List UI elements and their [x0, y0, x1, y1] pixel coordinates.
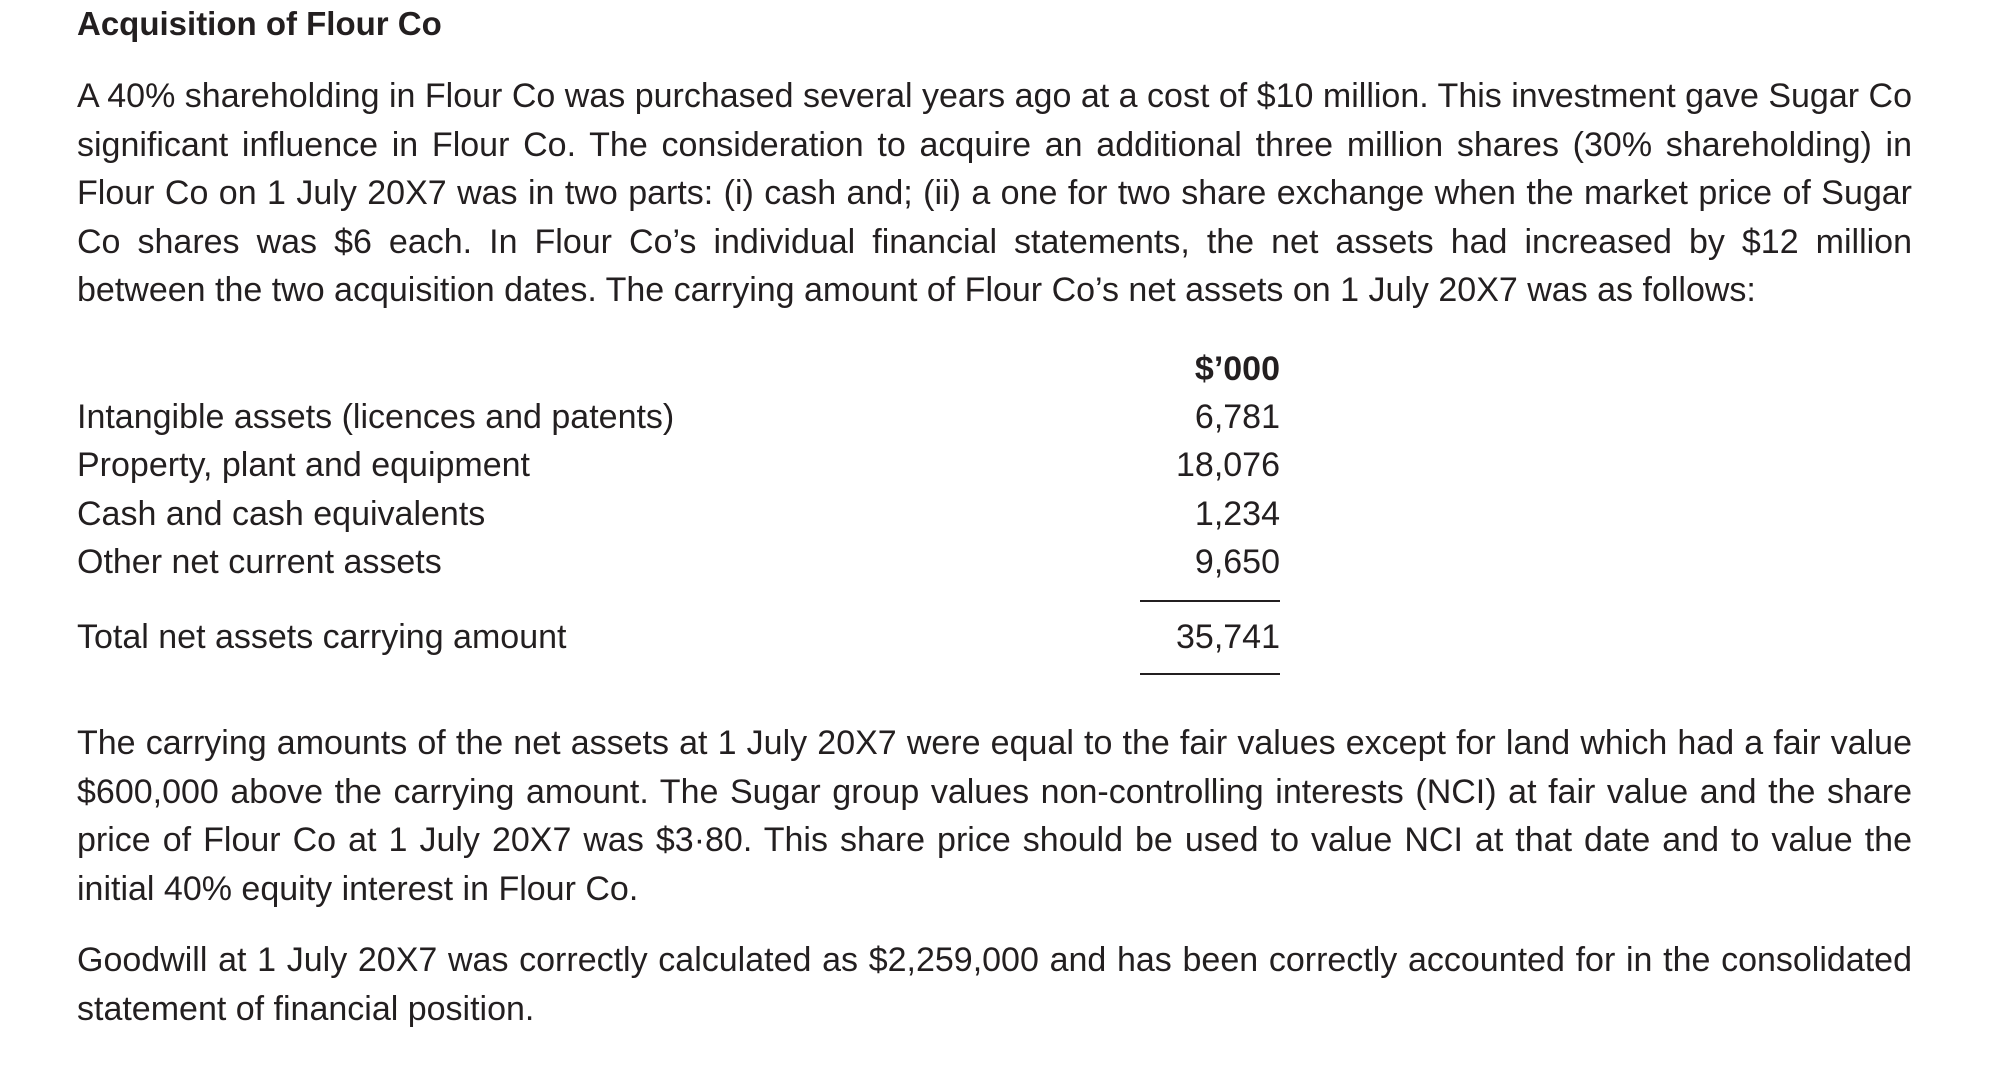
column-header-currency: $’000	[1194, 349, 1280, 388]
row-label: Property, plant and equipment	[77, 446, 530, 485]
intro-paragraph: A 40% shareholding in Flour Co was purchased several years ago at a cost of $10 million. This investment gave Sugar Co significant influence in Flour Co. The consideration to acquire an additional three million shares (30% shareholding) in Flour Co on 1 July 20X7 was in two parts: (i) cash and; (ii) a one for two share exchange when the market price of Sugar Co shares was $6 each. In Flour Co’s individual financial statements, the net assets had increased by $12 million between the two acquisition dates. The carrying amount of Flour Co’s net assets on 1 July 20X7 was as follows:	[77, 77, 1912, 310]
table-row	[77, 538, 1912, 587]
subtotal-rule	[1140, 600, 1280, 602]
row-value: 9,650	[1194, 543, 1280, 582]
total-row	[77, 610, 1912, 665]
row-label: Intangible assets (licences and patents)	[77, 397, 675, 436]
total-rule	[1140, 673, 1280, 675]
fair-value-paragraph: The carrying amounts of the net assets at 1 July 20X7 were equal to the fair values except for land which had a fair value $600,000 above the carrying amount. The Sugar group values non-controlling interests (NCI) at fair value and the share price of Flour Co at 1 July 20X7 was $3·80. This share price should be used to value NCI at that date and to value the initial 40% equity interest in Flour Co.	[77, 723, 1912, 908]
total-value: 35,741	[1176, 617, 1280, 656]
goodwill-paragraph: Goodwill at 1 July 20X7 was correctly calculated as $2,259,000 and has been correctly accounted for in the consolidated statement of financial position.	[77, 941, 1912, 1028]
total-label: Total net assets carrying amount	[77, 617, 567, 656]
row-value: 6,781	[1194, 397, 1280, 436]
table-row	[77, 441, 1912, 490]
row-value: 1,234	[1194, 494, 1280, 533]
row-value: 18,076	[1176, 446, 1280, 485]
document	[77, 0, 1912, 1034]
net-assets-table	[77, 345, 1912, 675]
table-row	[77, 490, 1912, 539]
table-row	[77, 393, 1912, 442]
section-heading: Acquisition of Flour Co	[77, 5, 442, 42]
row-label: Cash and cash equivalents	[77, 494, 486, 533]
row-label: Other net current assets	[77, 543, 442, 582]
